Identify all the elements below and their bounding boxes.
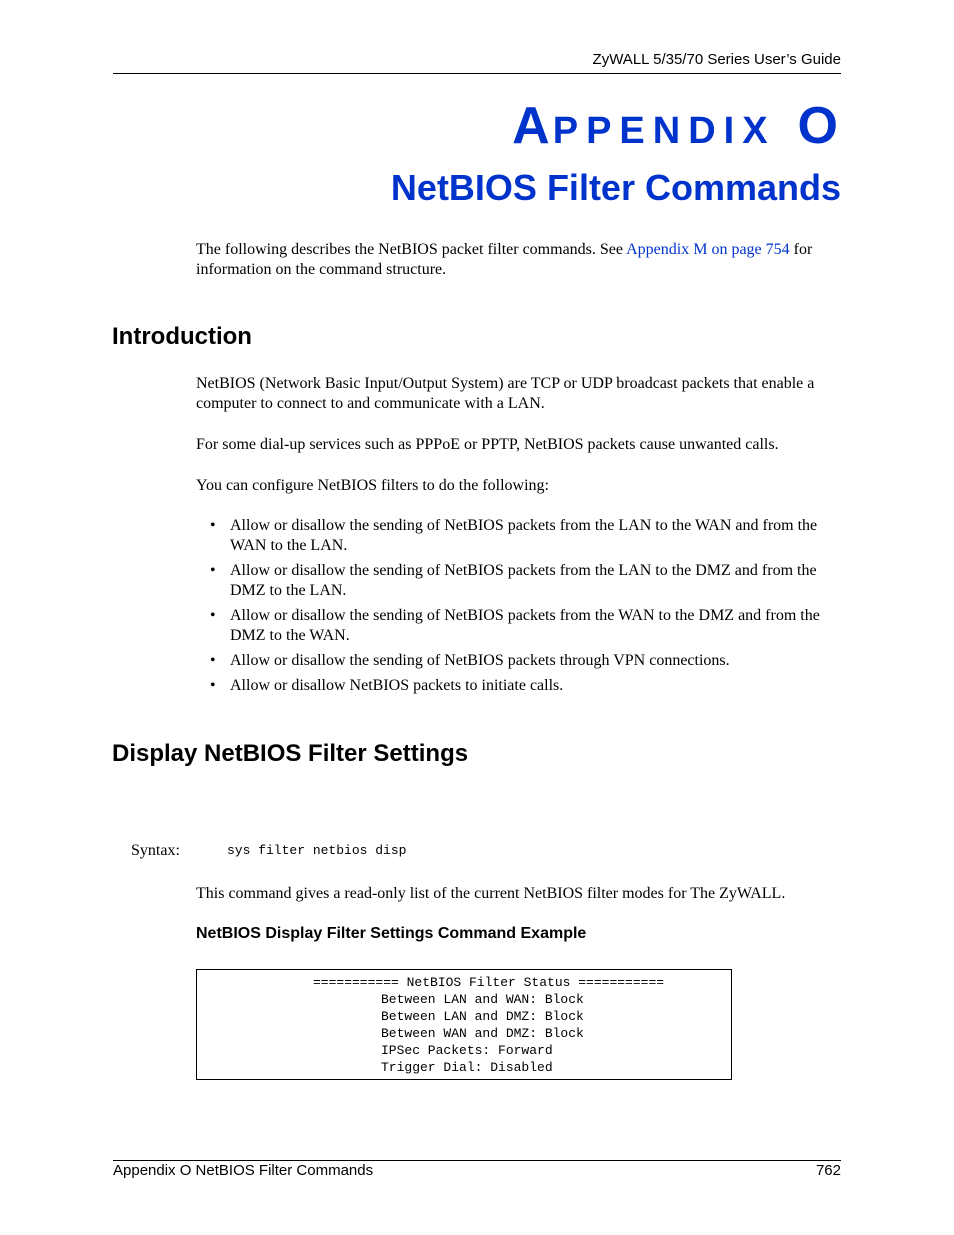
example-line: IPSec Packets: Forward [381,1043,553,1058]
list-item [196,676,846,696]
example-line: Between LAN and WAN: Block [381,992,584,1007]
bullet-icon: • [210,517,216,534]
appendix-m-link[interactable]: Appendix M on page 754 [626,241,790,258]
example-line: Between WAN and DMZ: Block [381,1026,584,1041]
bullet-icon: • [210,562,216,579]
page-number: 762 [815,1162,841,1179]
display-settings-heading: Display NetBIOS Filter Settings [112,740,469,767]
introduction-paragraph-2: For some dial-up services such as PPPoE or PPTP, NetBIOS packets cause unwanted calls. [196,436,779,453]
intro-paragraph [196,240,846,280]
display-description: This command gives a read-only list of the current NetBIOS filter modes for The ZyWALL. [196,885,786,902]
list-item-text: Allow or disallow the sending of NetBIOS packets from the LAN to the WAN and from the WAN to the LAN. [230,517,818,554]
list-item-text: Allow or disallow the sending of NetBIOS packets through VPN connections. [230,652,730,669]
netbios-filter-options-list [196,516,846,701]
intro-text-start: The following describes the NetBIOS packet filter commands. See [196,241,627,258]
footer-divider [113,1160,841,1161]
appendix-initial: A [512,97,553,155]
bullet-icon: • [210,677,216,694]
bullet-icon: • [210,607,216,624]
introduction-paragraph-3: You can configure NetBIOS filters to do the following: [196,477,549,494]
intro-text-end: for information on the command structure. [196,241,813,278]
list-item [196,606,846,646]
example-heading: NetBIOS Display Filter Settings Command Example [196,925,587,942]
list-item [196,561,846,601]
list-item-text: Allow or disallow the sending of NetBIOS packets from the WAN to the DMZ and from the DMZ to the WAN. [230,607,820,644]
example-line: Trigger Dial: Disabled [381,1060,553,1075]
example-line: =========== NetBIOS Filter Status =========== [313,975,665,990]
page-title: NetBIOS Filter Commands [390,167,841,208]
list-item-text: Allow or disallow the sending of NetBIOS packets from the LAN to the DMZ and from the DMZ to the LAN. [230,562,817,599]
introduction-paragraph-1: NetBIOS (Network Basic Input/Output System) are TCP or UDP broadcast packets that enable a computer to connect to and communicate with a LAN. [196,375,815,412]
list-item [196,651,846,671]
introduction-heading: Introduction [112,323,252,350]
example-line: Between LAN and DMZ: Block [381,1009,584,1024]
syntax-command: sys filter netbios disp [227,843,407,858]
appendix-label [512,97,841,155]
guide-title: ZyWALL 5/35/70 Series User’s Guide [592,51,841,68]
list-item [196,516,846,556]
appendix-word: PPENDIX [552,110,776,152]
footer-section-title: Appendix O NetBIOS Filter Commands [113,1162,374,1179]
header-divider [113,73,841,74]
command-example-box [196,969,732,1080]
syntax-label: Syntax: [131,842,180,859]
appendix-letter: O [797,97,841,155]
list-item-text: Allow or disallow NetBIOS packets to initiate calls. [230,677,564,694]
bullet-icon: • [210,652,216,669]
